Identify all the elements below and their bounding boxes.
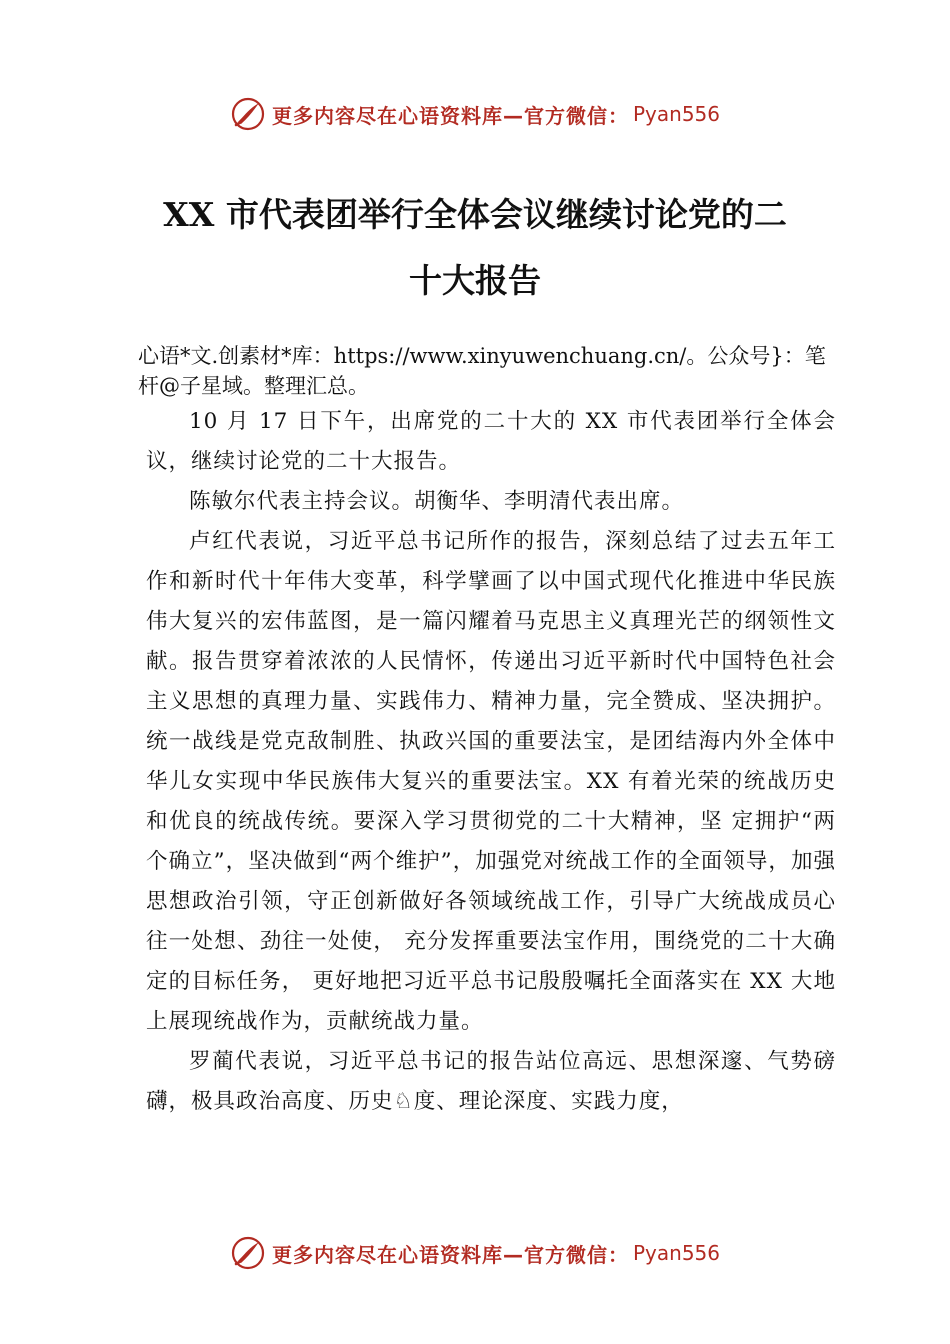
title-line-1: XX 市代表团举行全体会议继续讨论党的二 bbox=[163, 195, 787, 234]
document-body bbox=[146, 402, 836, 1122]
brush-logo-icon bbox=[230, 96, 266, 132]
banner-contact: Pyan556 bbox=[632, 1241, 720, 1265]
source-note: 心语*文.创素材*库：https://www.xinyuwenchuang.cn/。公众号}：笔杆@子星域。整理汇总。 bbox=[138, 344, 826, 398]
banner-text: 更多内容尽在心语资料库—官方微信： bbox=[271, 1242, 629, 1267]
paragraph: 卢红代表说，习近平总书记所作的报告，深刻总结了过去五年工作和新时代十年伟大变革，科学擘画了以中国式现代化推进中华民族伟大复兴的宏伟蓝图，是一篇闪耀着马克思主义真理光芒的纲领性文献。报告贯穿着浓浓的人民情怀，传递出习近平新时代中国特色社会主义思想的真理力量、实践伟力、精神力量，完全赞成、坚决拥护。统一战线是党克敌制胜、执政兴国的重要法宝，是团结海内外全体中华儿女实现中华民族伟大复兴的重要法宝。XX 有着光荣的统战历史和优良的统战传统。要深入学习贯彻党的二十大精神，坚 定拥护“两个确立”，坚决做到“两个维护”，加强党对统战工作的全面领导，加强思想政治引领，守正创新做好各领域统战工作，引导广大统战成员心往一处想、劲往一处使， 充分发挥重要法宝作用，围绕党的二十大确定的目标任务， 更好地把习近平总书记殷殷嘱托全面落实在 XX 大地上展现统战作为，贡献统战力量。 bbox=[146, 529, 836, 1034]
paragraph: 10 月 17 日下午，出席党的二十大的 XX 市代表团举行全体会议，继续讨论党的二十大报告。 bbox=[146, 409, 836, 474]
brush-logo-icon bbox=[230, 1235, 266, 1271]
document-title bbox=[130, 182, 820, 314]
paragraph: 罗蔺代表说，习近平总书记的报告站位高远、思想深邃、气势磅礴，极具政治高度、历史♘度、理论深度、实践力度， bbox=[146, 1049, 836, 1114]
banner-text: 更多内容尽在心语资料库—官方微信： bbox=[271, 103, 629, 128]
banner-contact: Pyan556 bbox=[632, 102, 720, 126]
title-line-2: 十大报告 bbox=[409, 261, 541, 300]
footer-watermark-banner bbox=[0, 1233, 950, 1273]
paragraph: 陈敏尔代表主持会议。胡衡华、李明清代表出席。 bbox=[189, 489, 685, 514]
header-watermark-banner bbox=[0, 94, 950, 134]
